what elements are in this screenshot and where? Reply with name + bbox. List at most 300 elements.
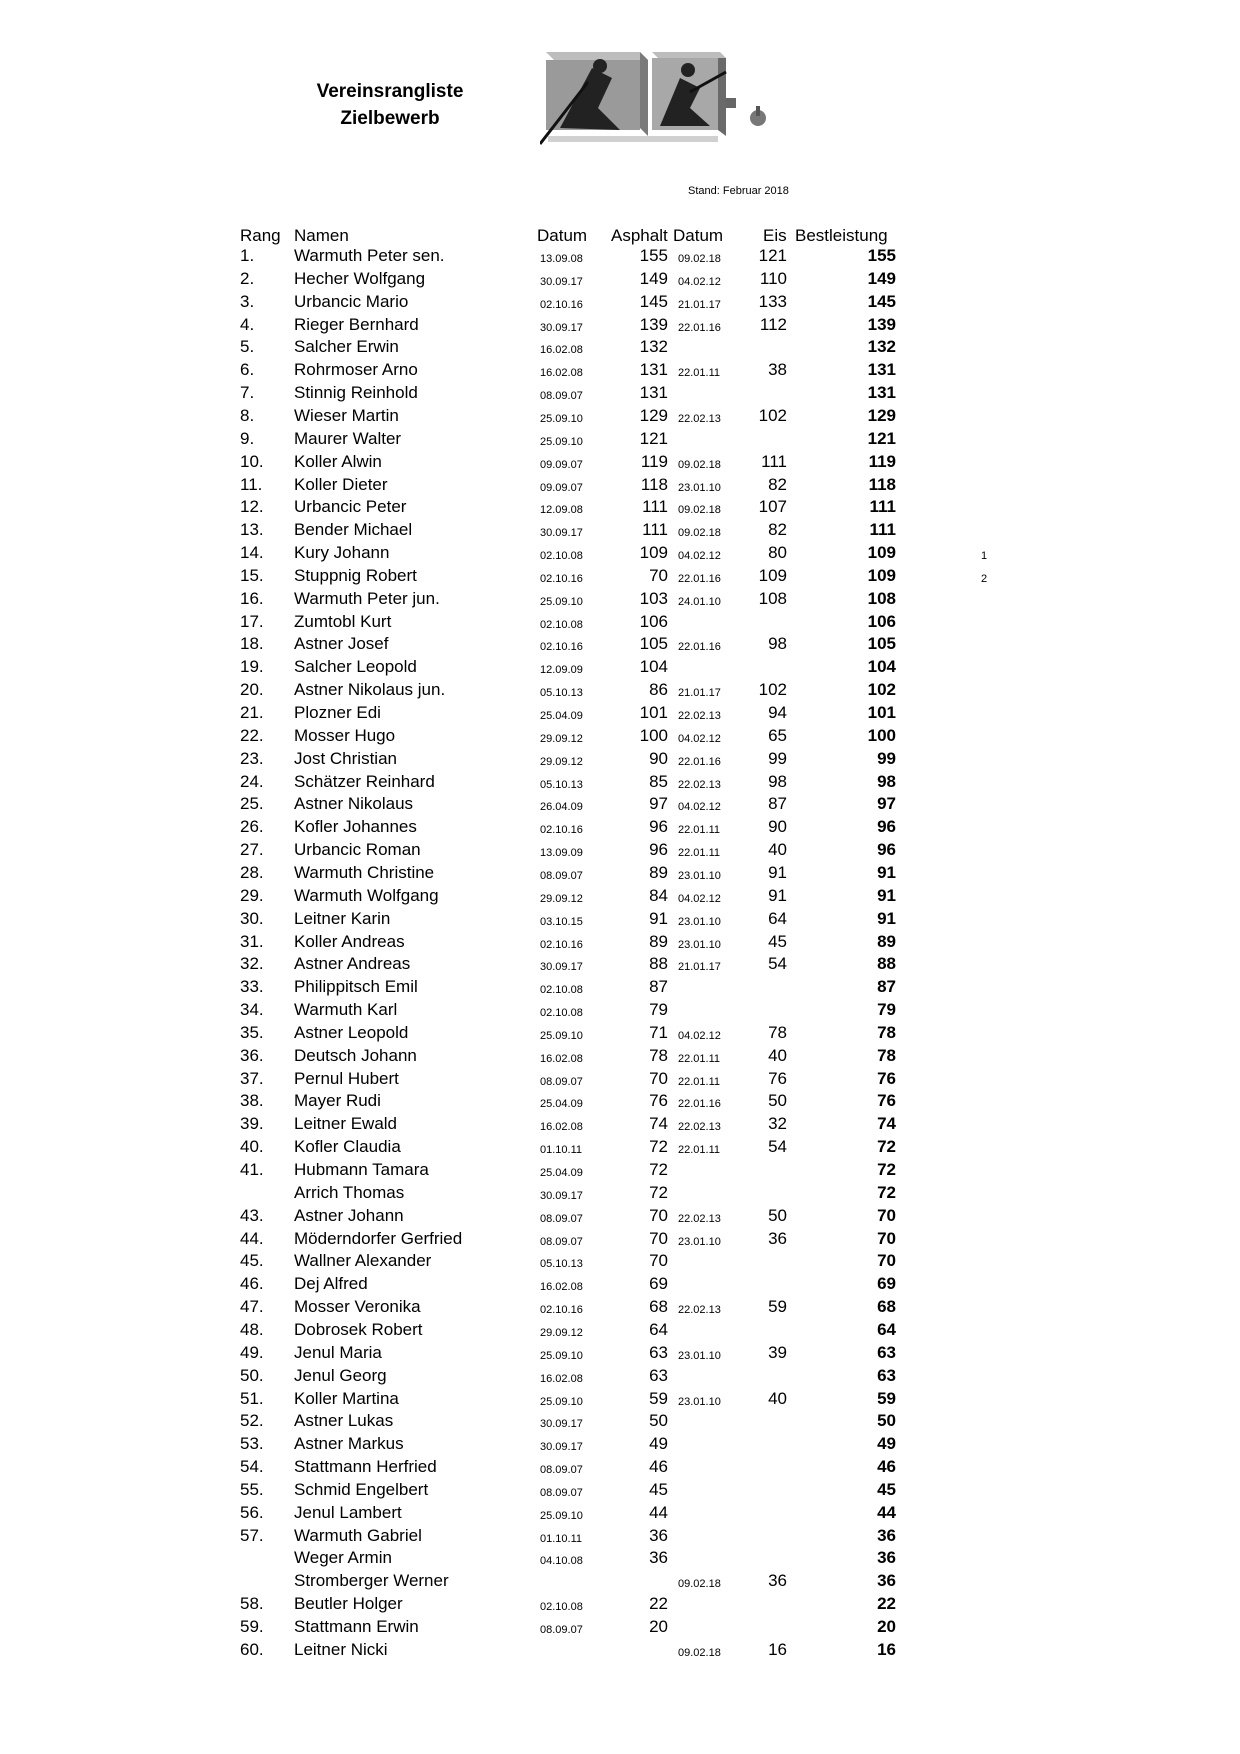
best-score-cell: 155 (867, 246, 896, 265)
asphalt-score-cell: 97 (649, 794, 668, 814)
best-score-cell: 72 (877, 1182, 896, 1202)
best-score-cell: 98 (877, 771, 896, 791)
eis-score-cell: 102 (758, 405, 787, 425)
asphalt-score-cell: 72 (649, 1160, 668, 1179)
asphalt-score-cell: 109 (639, 543, 668, 563)
best-score-cell: 46 (877, 1457, 896, 1477)
best-score-cell: 97 (877, 794, 896, 814)
asphalt-score-cell: 64 (649, 1319, 668, 1339)
asphalt-date-cell: 16.02.08 (540, 367, 583, 380)
asphalt-score-cell: 70 (649, 1068, 668, 1088)
asphalt-score-cell: 145 (639, 291, 668, 311)
eis-score-cell: 80 (768, 543, 787, 563)
name-cell: Beutler Holger (294, 1594, 403, 1614)
asphalt-date-cell: 13.09.08 (540, 253, 583, 265)
best-score-cell: 69 (877, 1274, 896, 1294)
asphalt-score-cell: 149 (639, 268, 668, 288)
best-score-cell: 88 (877, 954, 896, 974)
name-cell: Koller Martina (294, 1388, 399, 1408)
asphalt-score-cell: 96 (649, 817, 668, 837)
eis-date-cell: 23.01.10 (678, 938, 721, 951)
asphalt-date-cell: 02.10.16 (540, 641, 583, 654)
asphalt-date-cell: 05.10.13 (540, 778, 583, 791)
best-score-cell: 68 (877, 1297, 896, 1317)
rang-cell: 8. (240, 405, 255, 425)
asphalt-score-cell: 71 (649, 1022, 668, 1042)
eis-date-cell: 22.01.16 (678, 641, 721, 654)
name-cell: Jenul Maria (294, 1342, 382, 1362)
eis-score-cell: 99 (768, 748, 787, 768)
best-score-cell: 101 (867, 703, 896, 722)
name-cell: Stromberger Werner (294, 1571, 449, 1591)
asphalt-date-cell: 01.10.11 (540, 1144, 583, 1157)
best-score-cell: 145 (867, 291, 896, 311)
rang-cell: 15. (240, 565, 264, 585)
asphalt-score-cell: 96 (649, 840, 668, 860)
eis-date-cell: 21.01.17 (678, 298, 721, 311)
name-cell: Koller Dieter (294, 474, 388, 494)
asphalt-date-cell: 08.09.07 (540, 869, 583, 882)
name-cell: Koller Andreas (294, 931, 405, 951)
eis-date-cell: 23.01.10 (678, 869, 721, 882)
best-score-cell: 78 (877, 1022, 896, 1042)
asphalt-date-cell: 30.09.17 (540, 1418, 583, 1431)
best-score-cell: 106 (867, 611, 896, 631)
asphalt-score-cell: 87 (649, 977, 668, 997)
name-cell: Schätzer Reinhard (294, 771, 435, 791)
rang-cell: 54. (240, 1457, 264, 1477)
asphalt-date-cell: 05.10.13 (540, 687, 583, 700)
rang-cell: 18. (240, 634, 264, 654)
asphalt-date-cell: 25.09.10 (540, 595, 583, 608)
name-cell: Kofler Claudia (294, 1137, 401, 1157)
best-score-cell: 89 (877, 931, 896, 951)
eis-date-cell: 22.01.16 (678, 321, 721, 334)
rang-cell: 3. (240, 291, 255, 311)
name-cell: Stattmann Herfried (294, 1457, 437, 1477)
asphalt-score-cell: 72 (649, 1182, 668, 1202)
document-title: Vereinsrangliste (316, 81, 464, 102)
eis-date-cell: 04.02.12 (678, 1029, 721, 1042)
rang-cell: 1. (240, 246, 255, 265)
asphalt-date-cell: 08.09.07 (540, 1464, 583, 1477)
asphalt-score-cell: 46 (649, 1457, 668, 1477)
asphalt-score-cell: 63 (649, 1365, 668, 1385)
asphalt-date-cell: 04.10.08 (540, 1555, 583, 1568)
name-cell: Mayer Rudi (294, 1091, 381, 1111)
best-score-cell: 129 (867, 405, 896, 425)
asphalt-score-cell: 111 (642, 497, 668, 517)
eis-score-cell: 121 (758, 246, 787, 265)
best-score-cell: 91 (877, 885, 896, 905)
asphalt-date-cell: 16.02.08 (540, 1372, 583, 1385)
asphalt-date-cell: 25.09.10 (540, 1349, 583, 1362)
eis-date-cell: 22.02.13 (678, 412, 721, 425)
best-score-cell: 104 (867, 657, 896, 677)
best-score-cell: 49 (877, 1434, 896, 1454)
rang-cell: 29. (240, 885, 264, 905)
best-score-cell: 36 (877, 1571, 896, 1591)
eis-date-cell: 09.02.18 (678, 253, 721, 265)
eis-score-cell: 36 (768, 1571, 787, 1591)
name-cell: Hecher Wolfgang (294, 268, 426, 288)
name-cell: Philippitsch Emil (294, 977, 418, 997)
name-cell: Stuppnig Robert (294, 565, 417, 585)
best-score-cell: 91 (877, 862, 896, 882)
best-score-cell: 70 (877, 1251, 896, 1271)
asphalt-score-cell: 70 (649, 1251, 668, 1271)
rang-cell: 58. (240, 1594, 264, 1614)
rang-cell: 37. (240, 1068, 264, 1088)
asphalt-date-cell: 02.10.16 (540, 298, 583, 311)
asphalt-date-cell: 02.10.08 (540, 550, 583, 563)
rang-cell: 31. (240, 931, 264, 951)
rang-cell: 4. (240, 314, 255, 334)
column-header-rang: Rang (240, 226, 281, 245)
asphalt-score-cell: 76 (649, 1091, 668, 1111)
name-cell: Plozner Edi (294, 703, 381, 722)
eis-date-cell: 23.01.10 (678, 1349, 721, 1362)
eis-score-cell: 32 (768, 1114, 787, 1134)
name-cell: Warmuth Gabriel (294, 1525, 422, 1545)
rang-cell: 14. (240, 543, 264, 563)
eis-date-cell: 22.01.16 (678, 572, 721, 585)
eis-score-cell: 36 (768, 1228, 787, 1248)
tiebreak-note-cell: 1 (981, 550, 988, 563)
document-subtitle: Zielbewerb (340, 108, 440, 129)
eis-date-cell: 22.01.11 (678, 847, 721, 860)
rang-cell: 17. (240, 611, 264, 631)
rang-cell: 5. (240, 337, 255, 357)
name-cell: Warmuth Peter sen. (294, 246, 445, 265)
name-cell: Astner Josef (294, 634, 389, 654)
rang-cell: 46. (240, 1274, 264, 1294)
asphalt-score-cell: 101 (639, 703, 668, 722)
asphalt-score-cell: 86 (649, 680, 668, 700)
asphalt-score-cell: 84 (649, 885, 668, 905)
eis-score-cell: 76 (768, 1068, 787, 1088)
best-score-cell: 131 (867, 383, 896, 403)
eis-date-cell: 22.01.11 (678, 1144, 721, 1157)
rang-cell: 57. (240, 1525, 264, 1545)
asphalt-date-cell: 30.09.17 (540, 1189, 583, 1202)
asphalt-date-cell: 25.09.10 (540, 1509, 583, 1522)
rang-cell: 10. (240, 451, 264, 471)
eis-date-cell: 22.01.11 (678, 367, 721, 380)
name-cell: Astner Nikolaus (294, 794, 414, 814)
asphalt-score-cell: 139 (639, 314, 668, 334)
best-score-cell: 111 (869, 497, 896, 517)
best-score-cell: 121 (867, 428, 896, 448)
best-score-cell: 70 (877, 1205, 896, 1225)
rang-cell: 44. (240, 1228, 264, 1248)
name-cell: Rohrmoser Arno (294, 360, 418, 380)
rang-cell: 12. (240, 497, 264, 517)
name-cell: Jost Christian (294, 748, 397, 768)
eis-date-cell: 23.01.10 (678, 915, 721, 928)
asphalt-score-cell: 44 (649, 1502, 668, 1522)
asphalt-date-cell: 03.10.15 (540, 915, 583, 928)
rang-cell: 55. (240, 1479, 264, 1499)
asphalt-score-cell: 104 (639, 657, 668, 677)
rang-cell: 33. (240, 977, 264, 997)
tiebreak-note-cell: 2 (981, 572, 988, 585)
rang-cell: 47. (240, 1297, 264, 1317)
name-cell: Astner Johann (294, 1205, 404, 1225)
asphalt-date-cell: 25.09.10 (540, 1029, 583, 1042)
rang-cell: 19. (240, 657, 264, 677)
asphalt-date-cell: 02.10.16 (540, 572, 583, 585)
name-cell: Schmid Engelbert (294, 1479, 429, 1499)
name-cell: Jenul Georg (294, 1365, 387, 1385)
eis-score-cell: 39 (768, 1342, 787, 1362)
name-cell: Rieger Bernhard (294, 314, 419, 334)
asphalt-score-cell: 69 (649, 1274, 668, 1294)
eis-date-cell: 23.01.10 (678, 1395, 721, 1408)
asphalt-score-cell: 49 (649, 1434, 668, 1454)
asphalt-score-cell: 132 (639, 337, 668, 357)
eis-date-cell: 23.01.10 (678, 1235, 721, 1248)
rang-cell: 22. (240, 725, 264, 745)
asphalt-date-cell: 25.09.10 (540, 412, 583, 425)
asphalt-date-cell: 08.09.07 (540, 1075, 583, 1088)
name-cell: Warmuth Peter jun. (294, 588, 440, 608)
name-cell: Leitner Karin (294, 908, 391, 928)
rang-cell: 48. (240, 1319, 264, 1339)
name-cell: Astner Nikolaus jun. (294, 680, 446, 700)
rang-cell: 13. (240, 520, 264, 540)
eis-date-cell: 22.02.13 (678, 1121, 721, 1134)
asphalt-date-cell: 16.02.08 (540, 344, 583, 357)
asphalt-date-cell: 02.10.08 (540, 984, 583, 997)
eis-score-cell: 65 (768, 725, 787, 745)
asphalt-date-cell: 08.09.07 (540, 1212, 583, 1225)
eis-date-cell: 22.01.11 (678, 824, 721, 837)
asphalt-score-cell: 88 (649, 954, 668, 974)
best-score-cell: 109 (867, 565, 896, 585)
eis-score-cell: 87 (768, 794, 787, 814)
rang-cell: 41. (240, 1160, 264, 1179)
best-score-cell: 16 (877, 1639, 896, 1659)
eis-date-cell: 09.02.18 (678, 458, 721, 471)
eis-date-cell: 22.01.16 (678, 1098, 721, 1111)
name-cell: Zumtobl Kurt (294, 611, 392, 631)
column-header-asphalt: Asphalt (611, 226, 668, 245)
rang-cell: 38. (240, 1091, 264, 1111)
asphalt-score-cell: 70 (649, 1205, 668, 1225)
asphalt-date-cell: 02.10.08 (540, 618, 583, 631)
eis-score-cell: 90 (768, 817, 787, 837)
rang-cell: 56. (240, 1502, 264, 1522)
asphalt-date-cell: 13.09.09 (540, 847, 583, 860)
asphalt-date-cell: 02.10.16 (540, 938, 583, 951)
name-cell: Wieser Martin (294, 405, 399, 425)
eis-score-cell: 40 (768, 1045, 787, 1065)
name-cell: Stinnig Reinhold (294, 383, 418, 403)
asphalt-score-cell: 74 (649, 1114, 668, 1134)
rang-cell: 45. (240, 1251, 264, 1271)
name-cell: Dobrosek Robert (294, 1319, 423, 1339)
name-cell: Koller Alwin (294, 451, 382, 471)
asphalt-score-cell: 70 (649, 1228, 668, 1248)
asphalt-date-cell: 12.09.08 (540, 504, 583, 517)
eis-score-cell: 102 (758, 680, 787, 700)
asphalt-date-cell: 08.09.07 (540, 390, 583, 403)
best-score-cell: 108 (867, 588, 896, 608)
name-cell: Urbancic Roman (294, 840, 421, 860)
asphalt-score-cell: 78 (649, 1045, 668, 1065)
eis-date-cell: 04.02.12 (678, 275, 721, 288)
rang-cell: 40. (240, 1137, 264, 1157)
asphalt-date-cell: 02.10.16 (540, 824, 583, 837)
name-cell: Salcher Leopold (294, 657, 417, 677)
best-score-cell: 109 (867, 543, 896, 563)
eis-date-cell: 22.01.16 (678, 755, 721, 768)
asphalt-date-cell: 01.10.11 (540, 1532, 583, 1545)
best-score-cell: 36 (877, 1548, 896, 1568)
asphalt-date-cell: 29.09.12 (540, 732, 583, 745)
asphalt-date-cell: 25.09.10 (540, 1395, 583, 1408)
best-score-cell: 63 (877, 1342, 896, 1362)
name-cell: Urbancic Peter (294, 497, 407, 517)
name-cell: Stattmann Erwin (294, 1617, 419, 1636)
asphalt-score-cell: 155 (639, 246, 668, 265)
rang-cell: 24. (240, 771, 264, 791)
asphalt-date-cell: 12.09.09 (540, 664, 583, 677)
best-score-cell: 87 (877, 977, 896, 997)
asphalt-score-cell: 111 (642, 520, 668, 540)
name-cell: Mosser Veronika (294, 1297, 421, 1317)
eis-score-cell: 82 (768, 474, 787, 494)
name-cell: Warmuth Wolfgang (294, 885, 439, 905)
asphalt-date-cell: 09.09.07 (540, 481, 583, 494)
eis-score-cell: 94 (768, 703, 787, 722)
asphalt-score-cell: 91 (649, 908, 668, 928)
asphalt-date-cell: 25.04.09 (540, 1167, 583, 1179)
eis-date-cell: 09.02.18 (678, 527, 721, 540)
rang-cell: 20. (240, 680, 264, 700)
name-cell: Pernul Hubert (294, 1068, 399, 1088)
eis-date-cell: 09.02.18 (678, 504, 721, 517)
eis-score-cell: 40 (768, 840, 787, 860)
best-score-cell: 63 (877, 1365, 896, 1385)
asphalt-score-cell: 36 (649, 1548, 668, 1568)
name-cell: Warmuth Christine (294, 862, 435, 882)
name-cell: Astner Markus (294, 1434, 404, 1454)
rang-cell: 26. (240, 817, 264, 837)
rang-cell: 35. (240, 1022, 264, 1042)
column-header-datum-eis: Datum (673, 226, 724, 245)
asphalt-score-cell: 70 (649, 565, 668, 585)
asphalt-score-cell: 68 (649, 1297, 668, 1317)
eis-score-cell: 111 (761, 451, 787, 471)
best-score-cell: 72 (877, 1137, 896, 1157)
eis-score-cell: 54 (768, 1137, 787, 1157)
rang-cell: 43. (240, 1205, 264, 1225)
best-score-cell: 79 (877, 1000, 896, 1020)
eis-date-cell: 09.02.18 (678, 1578, 721, 1591)
asphalt-score-cell: 131 (639, 360, 668, 380)
eis-score-cell: 59 (768, 1297, 787, 1317)
asphalt-date-cell: 02.10.08 (540, 1007, 583, 1020)
asphalt-score-cell: 119 (640, 451, 668, 471)
name-cell: Maurer Walter (294, 428, 402, 448)
column-header-bestleistung: Bestleistung (795, 226, 888, 245)
name-cell: Weger Armin (294, 1548, 392, 1568)
rang-cell: 30. (240, 908, 264, 928)
eis-score-cell: 40 (768, 1388, 787, 1408)
best-score-cell: 139 (867, 314, 896, 334)
eis-score-cell: 50 (768, 1091, 787, 1111)
eis-date-cell: 22.01.11 (678, 1052, 721, 1065)
eis-score-cell: 112 (759, 314, 787, 334)
asphalt-score-cell: 36 (649, 1525, 668, 1545)
asphalt-score-cell: 131 (639, 383, 668, 403)
best-score-cell: 64 (877, 1319, 896, 1339)
asphalt-date-cell: 29.09.12 (540, 892, 583, 905)
rang-cell: 27. (240, 840, 264, 860)
asphalt-date-cell: 29.09.12 (540, 1326, 583, 1339)
eis-score-cell: 98 (768, 634, 787, 654)
asphalt-date-cell: 25.04.09 (540, 1098, 583, 1111)
eis-date-cell: 24.01.10 (678, 595, 721, 608)
asphalt-date-cell: 30.09.17 (540, 321, 583, 334)
rang-cell: 23. (240, 748, 264, 768)
best-score-cell: 96 (877, 817, 896, 837)
rang-cell: 59. (240, 1617, 264, 1636)
asphalt-score-cell: 85 (649, 771, 668, 791)
name-cell: Möderndorfer Gerfried (294, 1228, 463, 1248)
eis-date-cell: 22.02.13 (678, 1304, 721, 1317)
asphalt-date-cell: 02.10.16 (540, 1304, 583, 1317)
name-cell: Urbancic Mario (294, 291, 409, 311)
name-cell: Mosser Hugo (294, 725, 396, 745)
best-score-cell: 78 (877, 1045, 896, 1065)
best-score-cell: 91 (877, 908, 896, 928)
eis-score-cell: 110 (759, 268, 787, 288)
rang-cell: 52. (240, 1411, 264, 1431)
rang-cell: 50. (240, 1365, 264, 1385)
asphalt-score-cell: 121 (639, 428, 668, 448)
best-score-cell: 102 (867, 680, 896, 700)
rang-cell: 34. (240, 1000, 264, 1020)
name-cell: Jenul Lambert (294, 1502, 402, 1522)
status-date: Stand: Februar 2018 (688, 185, 789, 197)
name-cell: Arrich Thomas (294, 1182, 405, 1202)
name-cell: Kofler Johannes (294, 817, 417, 837)
asphalt-score-cell: 106 (639, 611, 668, 631)
asphalt-date-cell: 05.10.13 (540, 1258, 583, 1271)
asphalt-score-cell: 63 (649, 1342, 668, 1362)
name-cell: Wallner Alexander (294, 1251, 432, 1271)
rang-cell: 7. (240, 383, 255, 403)
eis-score-cell: 82 (768, 520, 787, 540)
asphalt-score-cell: 79 (649, 1000, 668, 1020)
rang-cell: 6. (240, 360, 255, 380)
rang-cell: 9. (240, 428, 255, 448)
name-cell: Leitner Ewald (294, 1114, 398, 1134)
rang-cell: 11. (240, 474, 263, 494)
best-score-cell: 74 (877, 1114, 896, 1134)
eis-date-cell: 22.02.13 (678, 778, 721, 791)
asphalt-score-cell: 45 (649, 1479, 668, 1499)
asphalt-date-cell: 30.09.17 (540, 1441, 583, 1454)
best-score-cell: 44 (877, 1502, 896, 1522)
asphalt-date-cell: 25.09.10 (540, 435, 583, 448)
eis-score-cell: 64 (768, 908, 787, 928)
best-score-cell: 111 (869, 520, 896, 540)
asphalt-date-cell: 26.04.09 (540, 801, 583, 814)
